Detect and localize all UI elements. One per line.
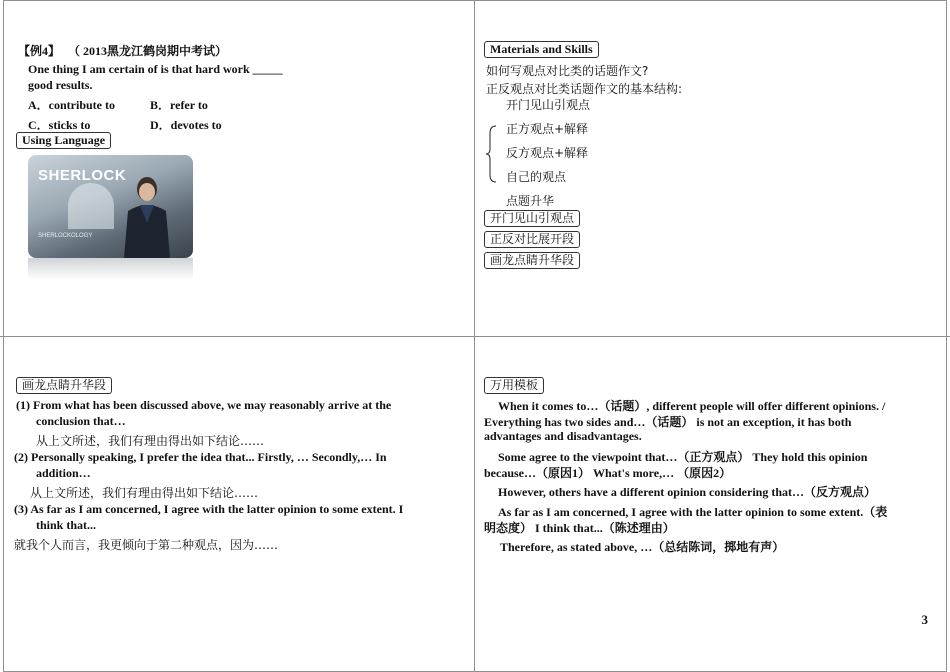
template-p4-line2: 明态度） I think that...（陈述理由） (484, 521, 675, 535)
template-p5: Therefore, as stated above, …（总结陈词，掷地有声） (500, 540, 785, 554)
item3-chinese: 就我个人而言，我更倾向于第二种观点，因为…… (14, 538, 279, 552)
template-p1-line3: advantages and disadvantages. (484, 429, 642, 443)
item2-english-line1: (2) Personally speaking, I prefer the idea that... Firstly, … Secondly,… In (14, 450, 387, 464)
option-c: C．sticks to (28, 118, 91, 132)
brace-item-2: 反方观点+解释 (506, 146, 589, 160)
structure-step-4: 点题升华 (506, 194, 555, 208)
image-reflection (28, 258, 193, 280)
item2-chinese: 从上文所述，我们有理由得出如下结论…… (30, 486, 259, 500)
page-number: 3 (921, 612, 928, 627)
option-b: B．refer to (150, 98, 208, 112)
item1-english-line1: (1) From what has been discussed above, we may reasonably arrive at the (16, 398, 392, 412)
heading-question: 如何写观点对比类的话题作文? (486, 64, 649, 78)
question-stem-line2: good results. (28, 78, 93, 92)
template-p1-line2: Everything has two sides and…（话题） is not an exception, it has both (484, 415, 852, 429)
structure-box-2: 正反对比展开段 (484, 231, 580, 248)
conclusion-section-label: 画龙点睛升华段 (16, 377, 112, 394)
example-source: （ 2013黑龙江鹤岗期中考试） (68, 44, 228, 58)
brace-item-3: 自己的观点 (506, 170, 567, 184)
using-language-label: Using Language (16, 132, 111, 149)
horizontal-divider (0, 336, 950, 337)
item3-english-line2: think that... (36, 518, 97, 532)
structure-box-1: 开门见山引观点 (484, 210, 580, 227)
template-p2-line1: Some agree to the viewpoint that…（正方观点） They hold this opinion (498, 450, 868, 464)
item1-chinese: 从上文所述，我们有理由得出如下结论…… (36, 434, 265, 448)
option-a: A．contribute to (28, 98, 115, 112)
option-d: D．devotes to (150, 118, 222, 132)
template-p4-line1: As far as I am concerned, I agree with the latter opinion to some extent.（表 (498, 505, 888, 519)
structure-step-1: 开门见山引观点 (506, 98, 591, 112)
sherlock-caption: SHERLOCKOLOGY (38, 233, 93, 239)
item1-english-line2: conclusion that… (36, 414, 126, 428)
item3-english-line1: (3) As far as I am concerned, I agree with the latter opinion to some extent. I (14, 502, 404, 516)
universal-template-label: 万用模板 (484, 377, 544, 394)
cathedral-dome-shape (68, 183, 114, 229)
question-stem-line1: One thing I am certain of is that hard work _____ (28, 62, 283, 76)
sherlock-image (28, 155, 193, 258)
template-p3: However, others have a different opinion considering that…（反方观点） (498, 485, 876, 499)
template-p1-line1: When it comes to…（话题）, different people will offer different opinions. / (498, 399, 886, 413)
item2-english-line2: addition… (36, 466, 91, 480)
brace-item-1: 正方观点+解释 (506, 122, 589, 136)
structure-box-3: 画龙点睛升华段 (484, 252, 580, 269)
template-p2-line2: because…（原因1） What's more,… （原因2） (484, 466, 732, 480)
person-silhouette (118, 173, 176, 258)
example-tag: 【例4】 (18, 44, 61, 58)
materials-skills-label: Materials and Skills (484, 41, 599, 58)
structure-heading: 正反观点对比类话题作文的基本结构: (486, 82, 683, 96)
curly-brace-icon (485, 125, 497, 183)
sherlock-logo-text: SHERLOCK (38, 167, 127, 184)
